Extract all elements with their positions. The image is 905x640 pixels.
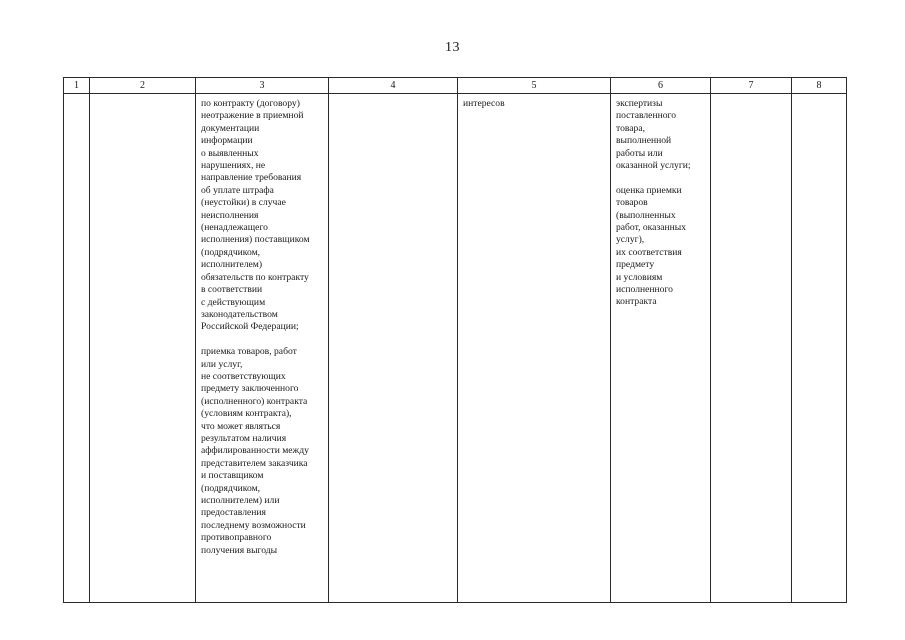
cell-col-6 <box>611 94 711 603</box>
text-line: нарушениях, не <box>201 160 266 172</box>
text-line: представителем заказчика <box>201 457 308 469</box>
text-line: исполненного <box>616 284 673 296</box>
column-header-7: 7 <box>711 78 792 94</box>
text-line: информации <box>201 135 253 147</box>
cell-col-6-text <box>611 94 710 309</box>
text-line: экспертизы <box>616 98 663 109</box>
column-header-6: 6 <box>611 78 711 94</box>
text-line: о выявленных <box>201 147 259 159</box>
column-header-4: 4 <box>329 78 458 94</box>
cell-col-3 <box>196 94 329 603</box>
col6-paragraph-2 <box>616 185 708 309</box>
text-line: неисполнения <box>201 209 259 221</box>
column-header-3: 3 <box>196 78 329 94</box>
text-line: противоправного <box>201 532 272 544</box>
text-line: работ, оказанных <box>616 222 687 234</box>
text-line: товаров <box>616 197 648 209</box>
text-line: оказанной услуги; <box>616 160 691 172</box>
text-line: предмету заключенного <box>201 383 299 395</box>
col3-paragraph-1 <box>201 98 326 334</box>
text-line: неотражение в приемной <box>201 110 304 122</box>
text-line: (исполненного) контракта <box>201 395 308 407</box>
column-header-1: 1 <box>64 78 90 94</box>
text-line: об уплате штрафа <box>201 184 274 196</box>
text-line: товара, <box>616 122 645 134</box>
cell-col-5 <box>458 94 611 603</box>
column-header-8: 8 <box>792 78 847 94</box>
cell-col-7 <box>711 94 792 603</box>
text-line: и условиям <box>616 271 663 283</box>
text-line: не соответствующих <box>201 370 286 382</box>
text-line: документации <box>201 122 260 134</box>
text-line: предмету <box>616 259 655 271</box>
text-line: оценка приемки <box>616 184 682 196</box>
text-line: что может являться <box>201 420 281 432</box>
column-header-2: 2 <box>90 78 196 94</box>
text-line: в соответствии <box>201 284 263 296</box>
text-line: направление требования <box>201 172 302 184</box>
text-line: (подрядчиком, <box>201 246 261 258</box>
text-line: (подрядчиком, <box>201 482 261 494</box>
text-line: (неустойки) в случае <box>201 197 286 209</box>
page-number: 13 <box>445 40 460 55</box>
text-line: работы или <box>616 147 663 159</box>
cell-col-2 <box>90 94 196 603</box>
cell-col-4 <box>329 94 458 603</box>
text-line: обязательств по контракту <box>201 271 309 283</box>
text-line: результатом наличия <box>201 432 287 444</box>
text-line: исполнения) поставщиком <box>201 234 310 246</box>
text-line: их соответствия <box>616 246 682 258</box>
text-line: контракта <box>616 296 657 308</box>
text-line: с действующим <box>201 296 266 308</box>
table-row <box>64 94 847 603</box>
text-line: по контракту (договору) <box>201 98 300 109</box>
col3-paragraph-2 <box>201 346 326 557</box>
text-line: исполнителем) или <box>201 494 280 506</box>
text-line: (условиям контракта), <box>201 408 292 420</box>
text-line: исполнителем) <box>201 259 263 271</box>
text-line: (ненадлежащего <box>201 222 268 234</box>
text-line: выполненной <box>616 135 672 147</box>
text-line: получения выгоды <box>201 544 278 556</box>
table-header-row <box>64 78 847 94</box>
text-line: интересов <box>463 98 505 109</box>
text-line: последнему возможности <box>201 519 306 531</box>
text-line: Российской Федерации; <box>201 321 299 333</box>
text-line: услуг), <box>616 234 645 246</box>
cell-col-5-text <box>458 94 610 110</box>
cell-col-1 <box>64 94 90 603</box>
column-header-5: 5 <box>458 78 611 94</box>
text-line: приемка товаров, работ <box>201 346 297 358</box>
document-table <box>63 77 847 603</box>
text-line: аффилированности между <box>201 445 309 457</box>
text-line: предоставления <box>201 507 266 519</box>
text-line: законодательством <box>201 308 278 320</box>
text-line: (выполненных <box>616 209 676 221</box>
text-line: или услуг, <box>201 358 243 370</box>
col5-paragraph-1 <box>463 98 608 110</box>
cell-col-8 <box>792 94 847 603</box>
col6-paragraph-1 <box>616 98 708 172</box>
text-line: и поставщиком <box>201 470 264 482</box>
text-line: поставленного <box>616 110 677 122</box>
cell-col-3-text <box>196 94 328 557</box>
